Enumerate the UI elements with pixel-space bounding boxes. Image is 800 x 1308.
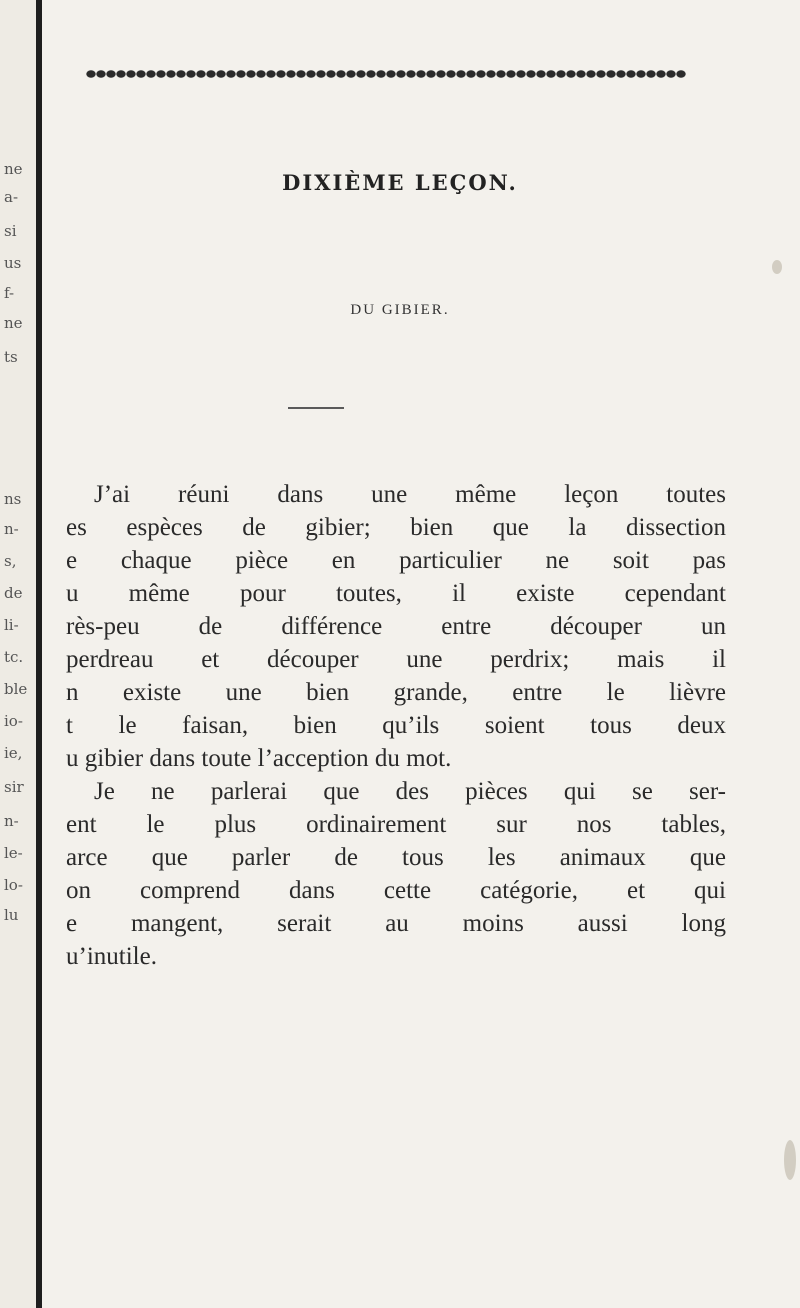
margin-fragment: us bbox=[4, 254, 22, 272]
margin-fragment: lo- bbox=[4, 876, 23, 894]
text-line: arce que parler de tous les animaux que bbox=[66, 844, 726, 871]
book-gutter bbox=[36, 0, 42, 1308]
text-line: Je ne parlerai que des pièces qui se ser- bbox=[94, 778, 726, 805]
margin-fragment: sir bbox=[4, 778, 24, 796]
text-line: u gibier dans toute l’acception du mot. bbox=[66, 745, 452, 772]
margin-fragment: lu bbox=[4, 906, 19, 924]
text-line: es espèces de gibier; bien que la dissection bbox=[66, 514, 726, 541]
margin-fragment: ie, bbox=[4, 744, 23, 762]
decorative-ornament-border bbox=[86, 66, 686, 82]
margin-fragment: s, bbox=[4, 552, 17, 570]
text-line: t le faisan, bien qu’ils soient tous deux bbox=[66, 712, 726, 739]
text-line: on comprend dans cette catégorie, et qui bbox=[66, 877, 726, 904]
text-line: J’ai réuni dans une même leçon toutes bbox=[94, 481, 726, 508]
paragraph-2 bbox=[66, 775, 726, 973]
margin-fragment: ne bbox=[4, 160, 23, 178]
paper-stain bbox=[772, 260, 782, 274]
margin-fragment: tc. bbox=[4, 648, 24, 666]
margin-fragment: n- bbox=[4, 812, 19, 830]
margin-fragment: si bbox=[4, 222, 17, 240]
text-line: u’inutile. bbox=[66, 943, 157, 970]
margin-fragment: li- bbox=[4, 616, 19, 634]
section-rule bbox=[288, 407, 344, 409]
margin-fragment: ne bbox=[4, 314, 23, 332]
text-line: rès-peu de différence entre découper un bbox=[66, 613, 726, 640]
text-line: n existe une bien grande, entre le lièvre bbox=[66, 679, 726, 706]
paper-stain bbox=[784, 1140, 796, 1180]
text-line: ent le plus ordinairement sur nos tables, bbox=[66, 811, 726, 838]
margin-fragment: de bbox=[4, 584, 23, 602]
chapter-subtitle: DU GIBIER. bbox=[350, 302, 450, 318]
margin-fragment: n- bbox=[4, 520, 19, 538]
margin-fragment: io- bbox=[4, 712, 23, 730]
text-line: e chaque pièce en particulier ne soit pas bbox=[66, 547, 726, 574]
text-line: u même pour toutes, il existe cependant bbox=[66, 580, 726, 607]
chapter-title: DIXIÈME LEÇON. bbox=[282, 170, 518, 195]
margin-fragment: f- bbox=[4, 284, 15, 302]
margin-fragment: ns bbox=[4, 490, 22, 508]
margin-fragment: ts bbox=[4, 348, 18, 366]
margin-fragment: a- bbox=[4, 188, 19, 206]
text-line: perdreau et découper une perdrix; mais il bbox=[66, 646, 726, 673]
margin-fragment: le- bbox=[4, 844, 23, 862]
text-line: e mangent, serait au moins aussi long bbox=[66, 910, 726, 937]
margin-fragment: ble bbox=[4, 680, 28, 698]
paragraph-1 bbox=[66, 478, 726, 775]
